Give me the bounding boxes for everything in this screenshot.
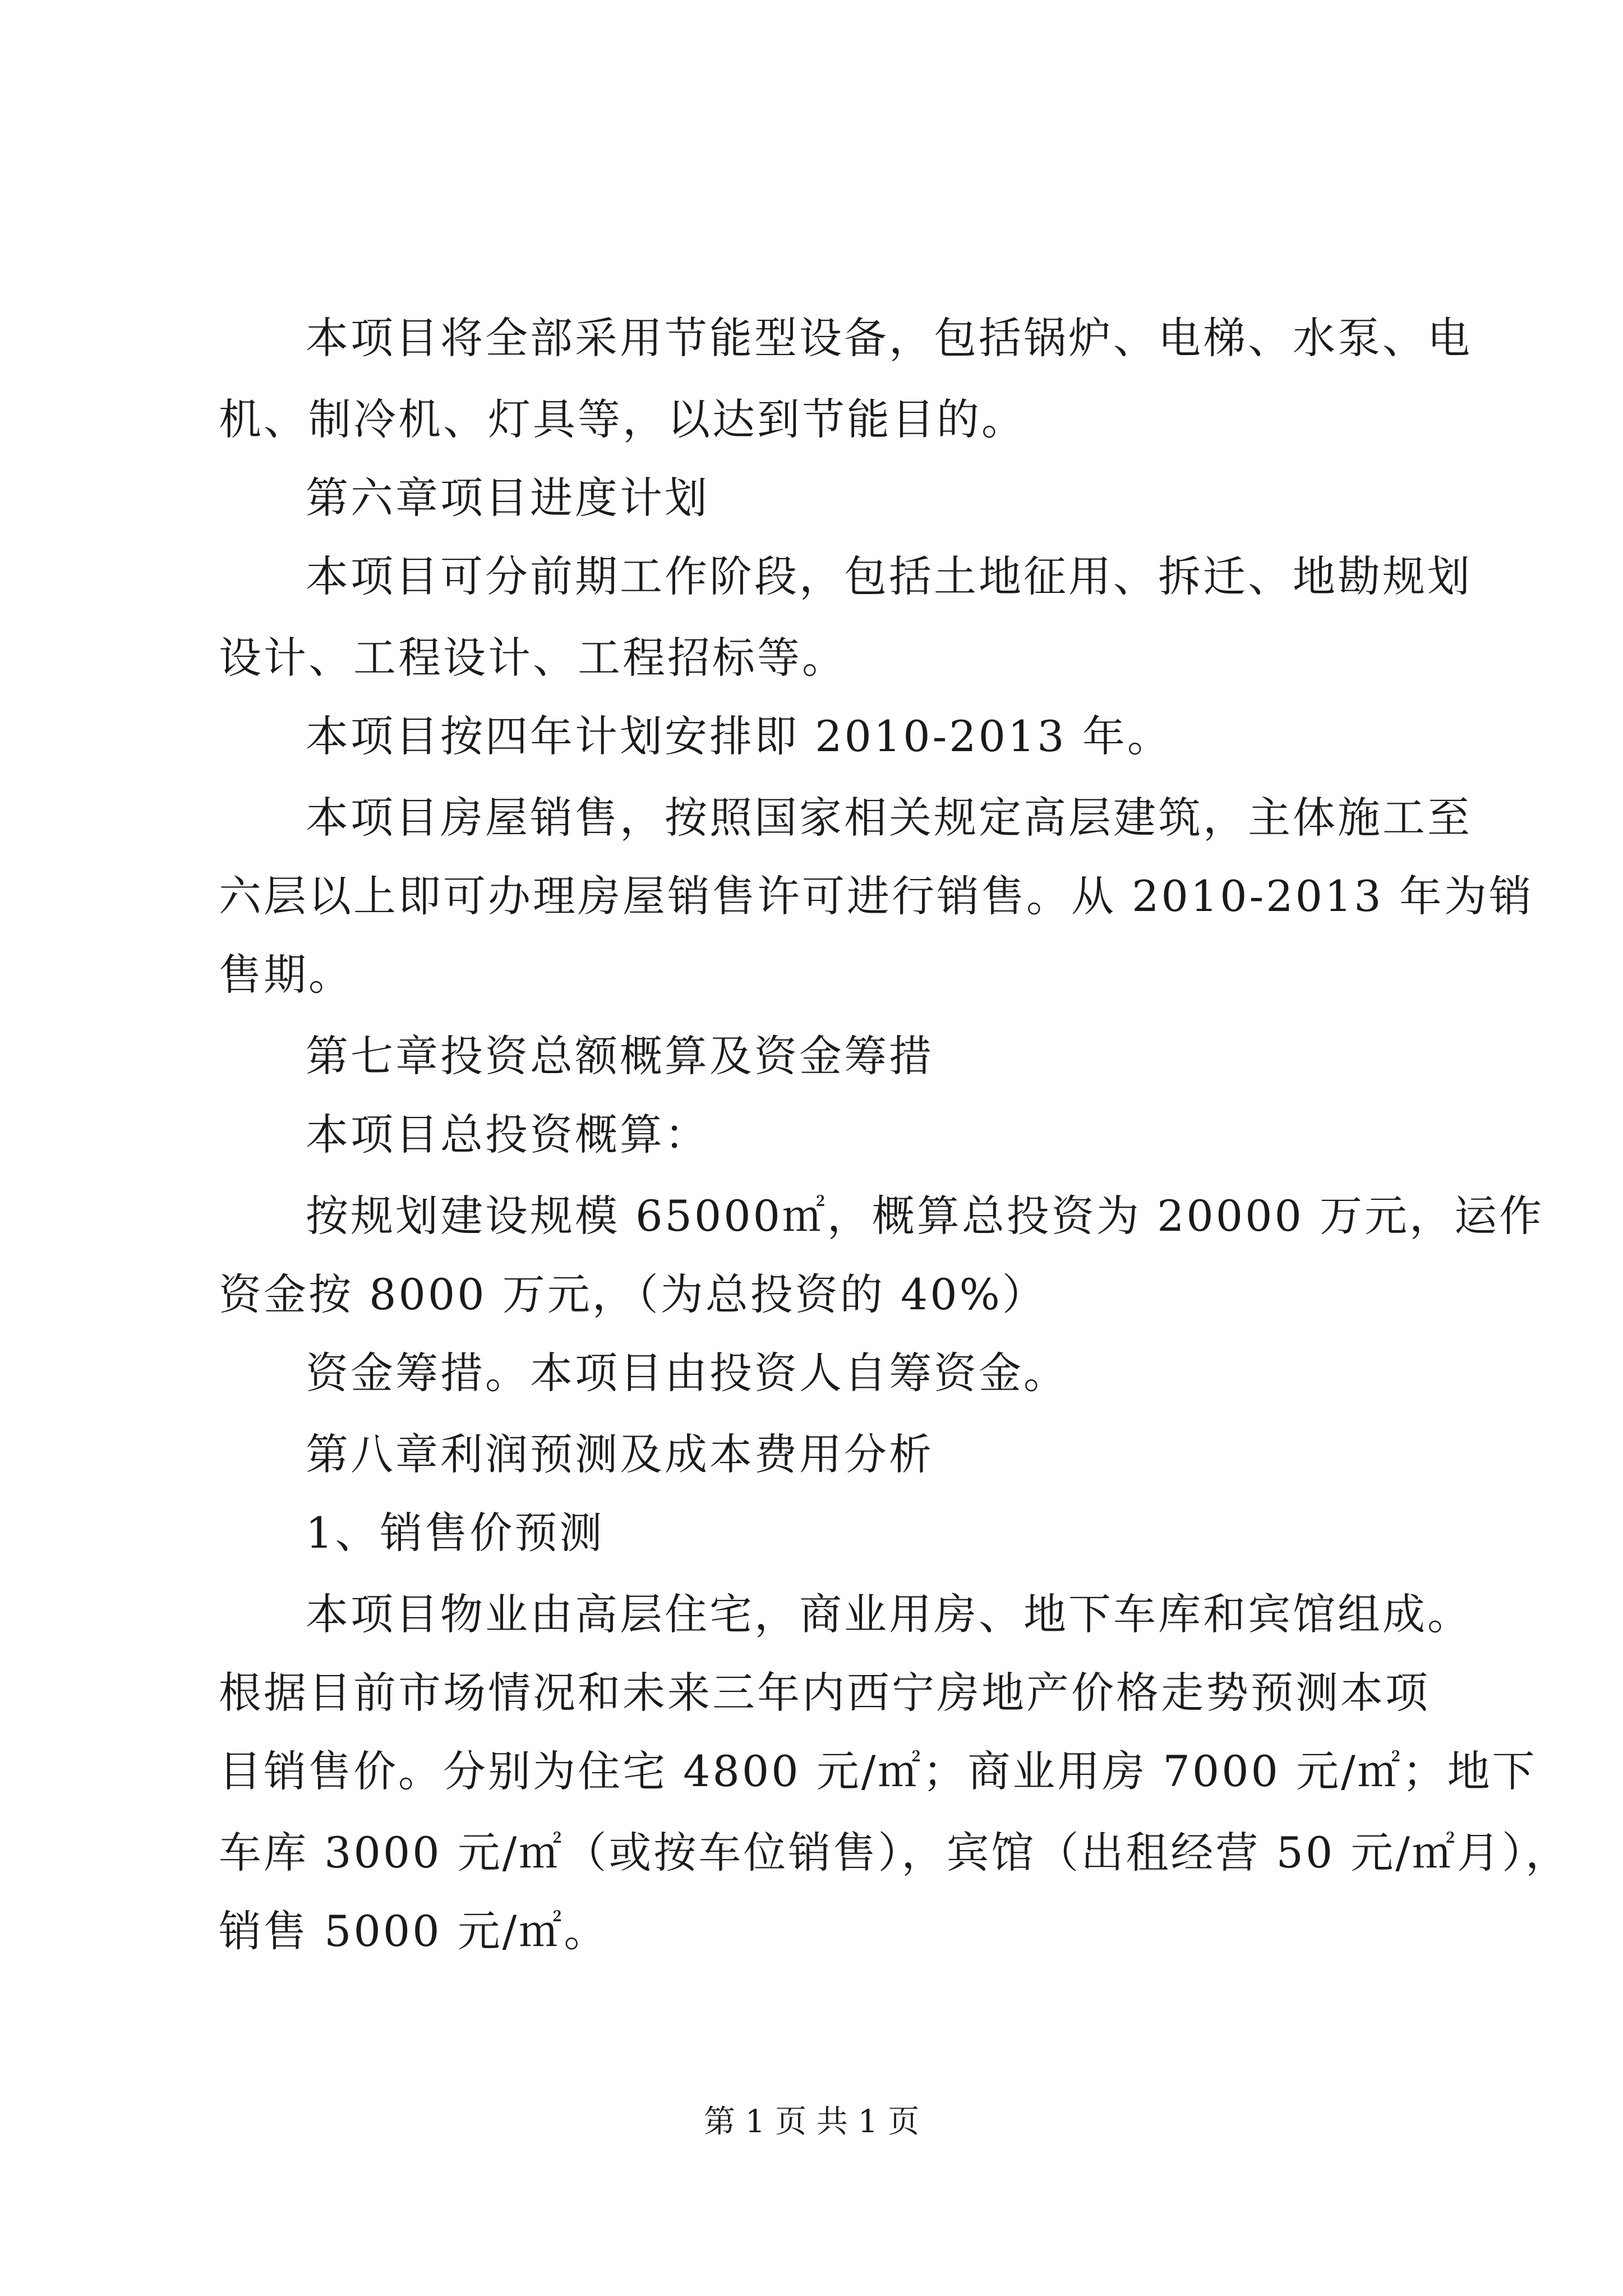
text-line: 本项目物业由高层住宅，商业用房、地下车库和宾馆组成。 [306,1589,1472,1639]
text-line: 本项目按四年计划安排即 2010-2013 年。 [306,711,1172,761]
page-footer: 第 1 页 共 1 页 [703,2104,920,2140]
text-line: 资金按 8000 万元，（为总投资的 40%） [219,1269,1047,1319]
text-line: 按规划建设规模 65000㎡，概算总投资为 20000 万元，运作 [306,1191,1544,1241]
text-line: 本项目总投资概算： [306,1110,709,1159]
section-heading: 第八章利润预测及成本费用分析 [306,1429,934,1479]
text-line: 资金筹措。本项目由投资人自筹资金。 [306,1348,1068,1398]
text-line: 本项目房屋销售，按照国家相关规定高层建筑，主体施工至 [306,793,1472,843]
text-line: 销售 5000 元/㎡。 [219,1906,609,1956]
text-line: 售期。 [219,950,353,1000]
text-line: 机、制冷机、灯具等，以达到节能目的。 [219,394,1026,444]
text-line: 车库 3000 元/㎡（或按车位销售），宾馆（出租经营 50 元/㎡月）， [219,1828,1570,1878]
section-heading: 第七章投资总额概算及资金筹措 [306,1031,934,1081]
text-line: 六层以上即可办理房屋销售许可进行销售。从 2010-2013 年为销 [219,871,1534,921]
section-heading: 第六章项目进度计划 [306,473,709,523]
text-line: 设计、工程设计、工程招标等。 [219,633,847,683]
text-line: 本项目可分前期工作阶段，包括土地征用、拆迁、地勘规划 [306,551,1472,601]
text-line: 目销售价。分别为住宅 4800 元/㎡；商业用房 7000 元/㎡；地下 [219,1746,1537,1796]
text-line: 本项目将全部采用节能型设备，包括锅炉、电梯、水泵、电 [306,313,1472,363]
text-line: 根据目前市场情况和未来三年内西宁房地产价格走势预测本项 [219,1668,1430,1718]
subsection-heading: 1、销售价预测 [306,1508,605,1558]
